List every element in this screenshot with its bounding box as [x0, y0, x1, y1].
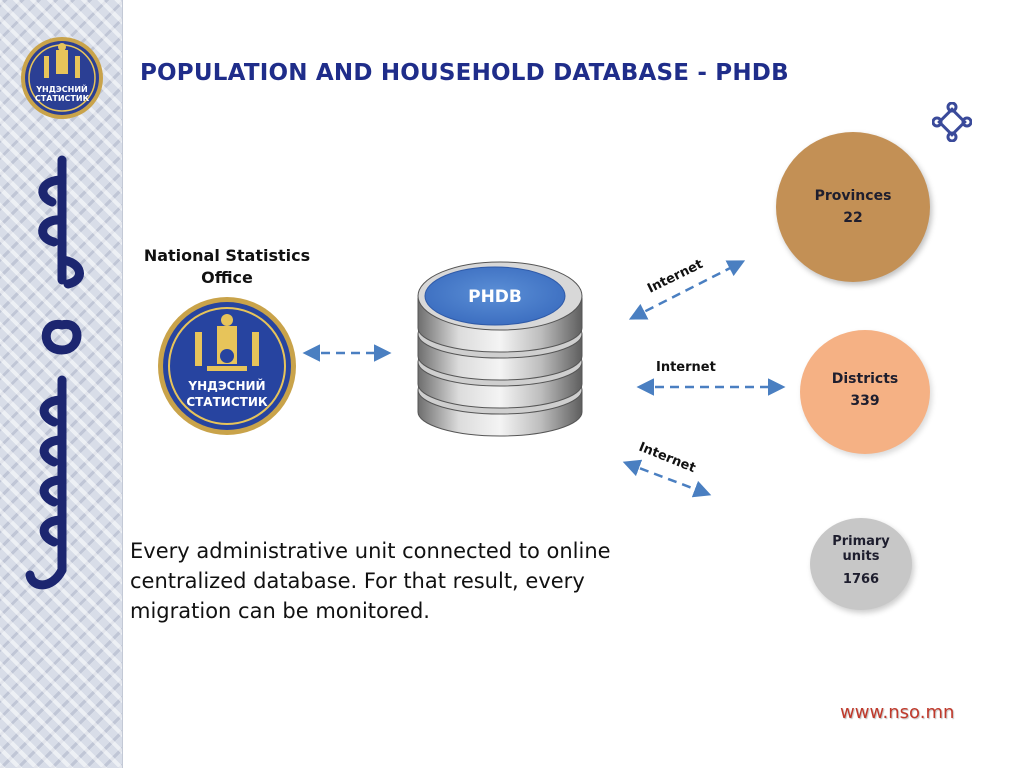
primary-units-node [810, 518, 912, 610]
website-link[interactable]: www.nso.mn [840, 702, 955, 723]
provinces-arrow [632, 262, 742, 318]
primary-arrow [626, 463, 708, 494]
vertical-script-decoration-icon [22, 150, 102, 600]
small-logo-line2: СТАТИСТИК [34, 94, 90, 103]
nso-label: National Statistics Office [143, 246, 311, 287]
internet-label-bottom: Internet [636, 439, 698, 477]
description-text: Every administrative unit connected to online centralized database. For that result, every migration can be monitored. [130, 539, 611, 623]
database-label: PHDB [468, 287, 522, 307]
primary-units-label: Primary units [832, 534, 890, 564]
districts-node [800, 330, 930, 454]
endless-knot-icon [932, 102, 972, 142]
nso-emblem-small-icon [20, 36, 104, 120]
logo-line1: ҮНДЭСНИЙ [188, 379, 266, 393]
provinces-label: Provinces [814, 188, 892, 204]
nso-emblem-icon [157, 296, 297, 436]
internet-label-middle: Internet [656, 360, 716, 375]
provinces-node [776, 132, 930, 282]
side-ornament-band [0, 0, 123, 768]
provinces-count: 22 [843, 210, 863, 226]
database-stack-icon [410, 252, 590, 442]
primary-units-count: 1766 [842, 572, 880, 587]
small-logo-line1: ҮНДЭСНИЙ [36, 85, 88, 94]
districts-count: 339 [850, 393, 880, 409]
districts-label: Districts [831, 371, 899, 387]
internet-label-top: Internet [645, 256, 706, 297]
logo-line2: СТАТИСТИК [186, 395, 268, 409]
slide-title: POPULATION AND HOUSEHOLD DATABASE - PHDB [140, 60, 789, 86]
